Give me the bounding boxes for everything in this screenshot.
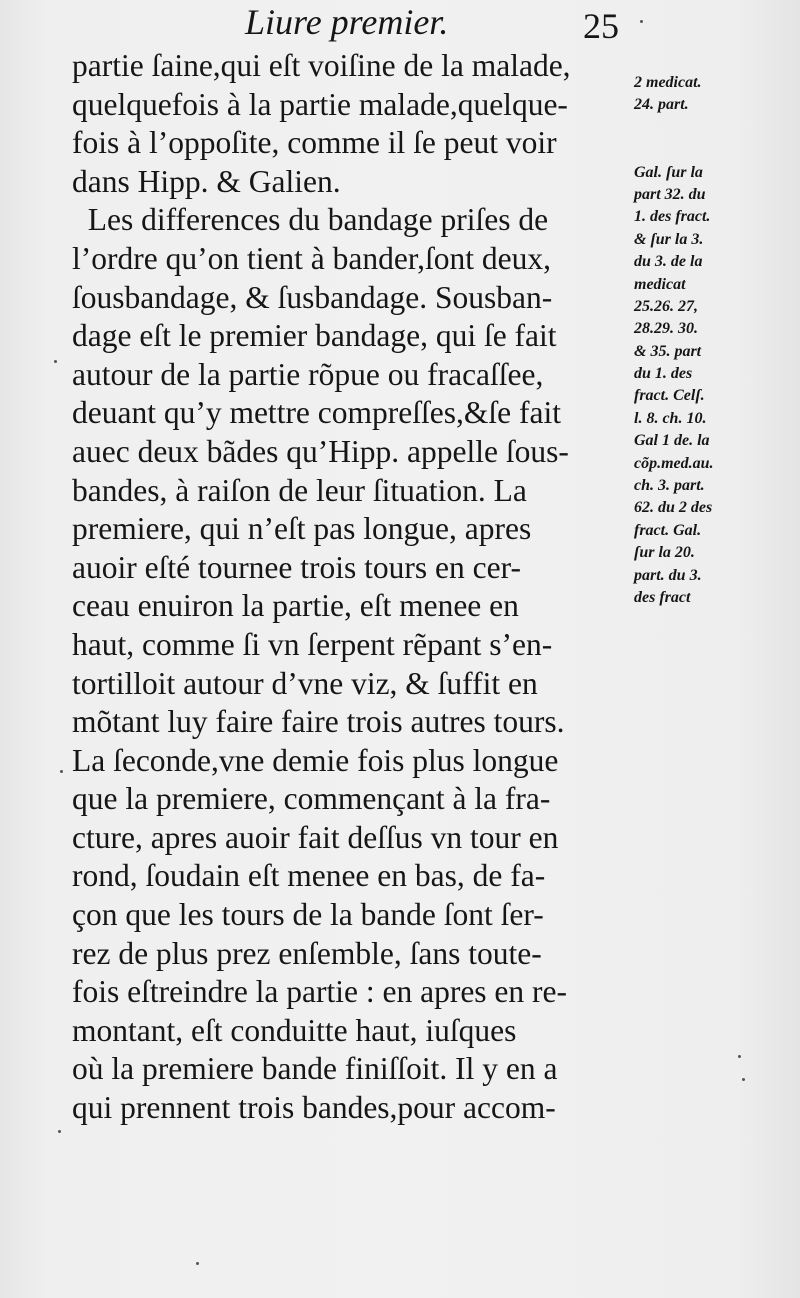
text-line: ſousbandage, & ſusbandage. Sousban- (72, 279, 553, 315)
margin-note-line: Gal. ſur la (634, 163, 703, 181)
margin-note-line: ch. 3. part. (634, 477, 705, 495)
margin-note-line: ſur la 20. (634, 544, 695, 562)
text-line: ceau enuiron la partie, eſt menee en (72, 588, 519, 624)
margin-note-line: fract. Gal. (634, 521, 702, 539)
text-line: premiere, qui n’eſt pas longue, apres (72, 511, 532, 547)
body-text (72, 47, 632, 1128)
text-line: auec deux bãdes qu’Hipp. appelle ſous- (72, 433, 569, 469)
text-line: qui prennent trois bandes,pour accom- (72, 1090, 556, 1126)
text-line: dage eſt le premier bandage, qui ſe fait (72, 318, 557, 354)
text-line: auoir eſté tournee trois tours en cer- (72, 549, 521, 585)
paper-speck (640, 20, 643, 23)
margin-note-spacer (634, 117, 794, 139)
margin-note-line: du 1. des (634, 365, 693, 383)
text-line: La ſeconde,vne demie fois plus longue (72, 742, 559, 778)
margin-note-line: des fract (634, 588, 691, 606)
paper-speck (742, 1078, 745, 1081)
text-line: mõtant luy faire faire trois autres tours. (72, 704, 565, 740)
margin-note-line: & 35. part (634, 342, 702, 360)
margin-notes (634, 72, 794, 609)
margin-note-line: part. du 3. (634, 566, 702, 584)
text-line: autour de la partie rõpue ou fracaſſee, (72, 356, 544, 392)
running-head: Liure premier. (245, 2, 449, 42)
margin-note-line: medicat (634, 275, 686, 293)
text-line: rond, ſoudain eſt menee en bas, de fa- (72, 858, 546, 894)
paper-speck (54, 360, 57, 363)
text-line: çon que les tours de la bande ſont ſer- (72, 897, 544, 933)
margin-note-line: Gal 1 de. la (634, 432, 710, 450)
text-line: tortilloit autour d’vne viz, & ſuffit en (72, 665, 538, 701)
paper-speck (58, 1130, 61, 1133)
text-line: haut, comme ſi vn ſerpent rẽpant s’en- (72, 626, 553, 662)
text-line: fois à l’oppoſite, comme il ſe peut voir (72, 125, 557, 161)
text-line: dans Hipp. & Galien. (72, 163, 341, 199)
margin-note-line: 25.26. 27, (634, 297, 698, 315)
text-line: cture, apres auoir fait deſſus vn tour en (72, 819, 559, 855)
text-line: partie ſaine,qui eſt voiſine de la malade, (72, 48, 571, 83)
page-number: 25 (583, 6, 619, 46)
text-line: quelquefois à la partie malade,quelque- (72, 86, 568, 122)
margin-note-line: fract. Celſ. (634, 387, 705, 405)
text-line: montant, eſt conduitte haut, iuſques (72, 1012, 517, 1048)
margin-note-line: 28.29. 30. (634, 320, 698, 338)
margin-note-line: 24. part. (634, 96, 689, 114)
text-line: fois eſtreindre la partie : en apres en re- (72, 974, 568, 1010)
margin-note-line: l. 8. ch. 10. (634, 409, 707, 427)
margin-note-spacer (634, 139, 794, 161)
margin-note-line: du 3. de la (634, 253, 703, 271)
text-line: deuant qu’y mettre compreſſes,&ſe fait (72, 395, 561, 431)
paper-speck (738, 1055, 741, 1058)
text-line: bandes, à raiſon de leur ſituation. La (72, 472, 527, 508)
paper-speck (60, 770, 63, 773)
text-line: que la premiere, commençant à la fra- (72, 781, 551, 817)
margin-note-line: cõp.med.au. (634, 454, 714, 472)
margin-note-line: 2 medicat. (634, 74, 702, 91)
margin-note-line: 62. du 2 des (634, 499, 713, 517)
text-line: où la premiere bande finiſſoit. Il y en a (72, 1051, 558, 1087)
margin-note-line: 1. des fract. (634, 208, 711, 226)
paper-speck (196, 1262, 199, 1265)
margin-note-line: part 32. du (634, 185, 706, 203)
text-line: Les differences du bandage priſes de (72, 202, 549, 238)
text-line: rez de plus prez enſemble, ſans toute- (72, 935, 542, 971)
text-line: l’ordre qu’on tient à bander,ſont deux, (72, 240, 551, 276)
margin-note-line: & ſur la 3. (634, 230, 704, 248)
